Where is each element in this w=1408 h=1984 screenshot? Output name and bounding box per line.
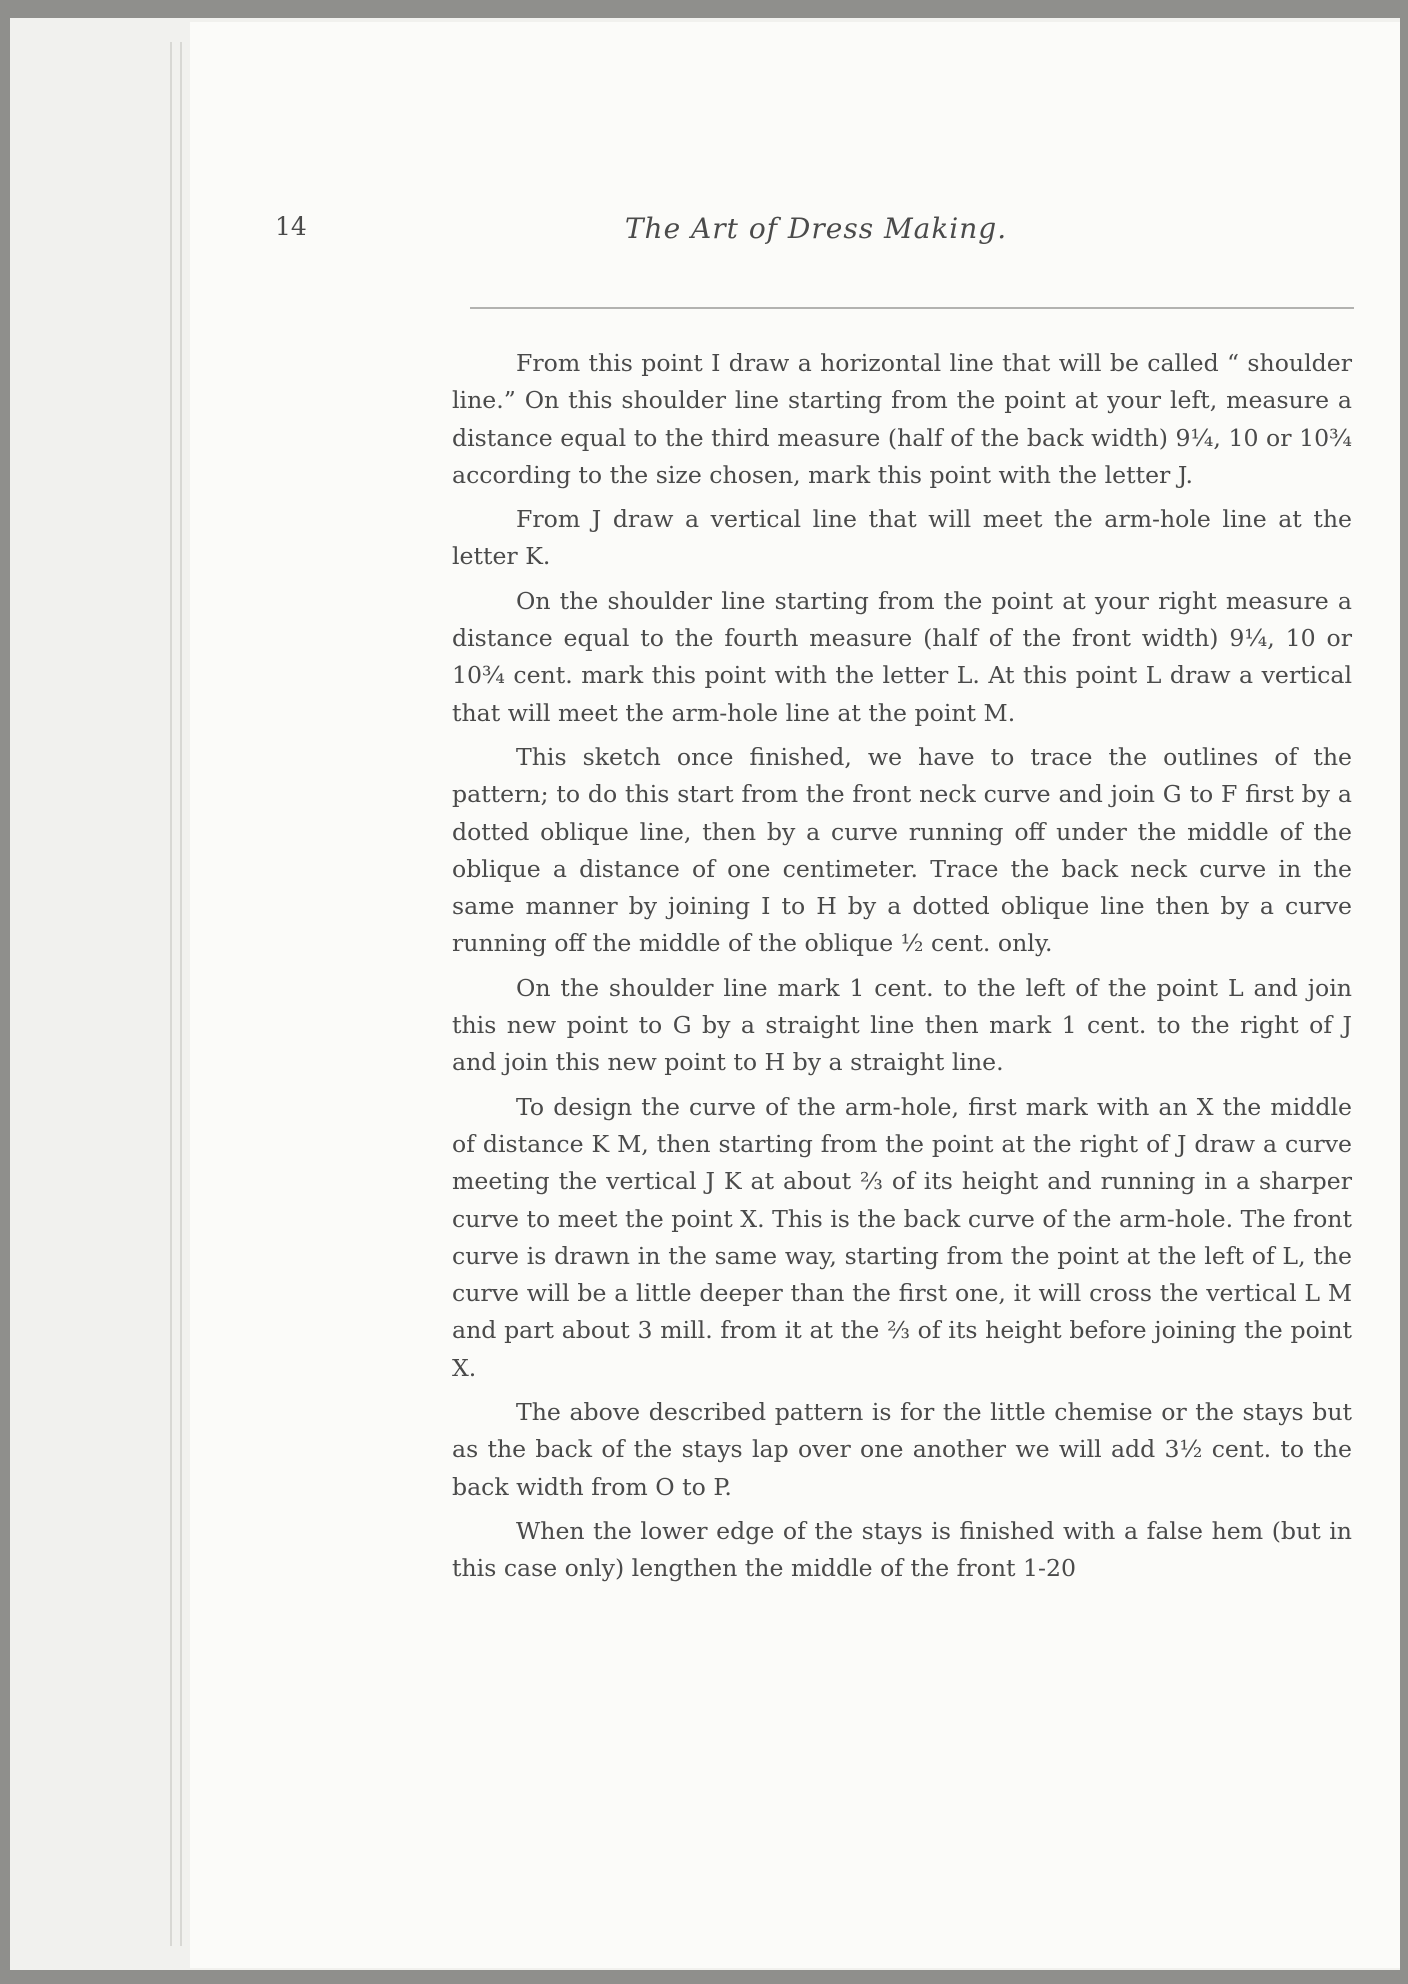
page-header (275, 212, 1357, 256)
paragraph: When the lower edge of the stays is finished with a false hem (but in this case only) lengthen the middle of the front 1-20 (452, 1516, 1352, 1583)
header-rule (470, 307, 1354, 309)
body-text (452, 345, 1352, 1595)
running-title: The Art of Dress Making. (624, 212, 1008, 245)
paragraph: On the shoulder line starting from the point at your right measure a distance equal to the fourth measure (half of the front width) 9¼, 10 or 10¾ cent. mark this point with the letter L. At this point L draw a vertical that will meet the arm-hole line at the point M. (452, 586, 1352, 727)
page-edge (170, 42, 172, 1946)
paragraph: From this point I draw a horizontal line that will be called “ shoulder line.” On this shoulder line starting from the point at your left, measure a distance equal to the third measure (half of the back width) 9¼, 10 or 10¾ according to the size chosen, mark this point with the letter J. (452, 349, 1352, 489)
page-number: 14 (275, 212, 307, 241)
page-edge (180, 42, 182, 1946)
paragraph: This sketch once finished, we have to trace the outlines of the pattern; to do this start from the front neck curve and join G to F first by a dotted oblique line, then by a curve running off under the middle of the oblique a distance of one centimeter. Trace the back neck curve in the same manner by joining I to H by a dotted oblique line then by a curve running off the middle of the oblique ½ cent. only. (452, 742, 1352, 958)
paragraph: The above described pattern is for the little chemise or the stays but as the back of the stays lap over one another we will add 3½ cent. to the back width from O to P. (452, 1398, 1352, 1501)
paragraph: To design the curve of the arm-hole, first mark with an X the middle of distance K M, then starting from the point at the right of J draw a curve meeting the vertical J K at about ⅔ of its height and running in a sharper curve to meet the point X. This is the back curve of the arm-hole. The front curve is drawn in the same way, starting from the point at the left of L, the curve will be a little deeper than the first one, it will cross the vertical L M and part about 3 mill. from it at the ⅔ of its height before joining the point X. (452, 1092, 1352, 1382)
paragraph: On the shoulder line mark 1 cent. to the left of the point L and join this new point to G by a straight line then mark 1 cent. to the right of J and join this new point to H by a straight line. (452, 973, 1352, 1077)
paragraph: From J draw a vertical line that will meet the arm-hole line at the letter K. (452, 505, 1352, 571)
